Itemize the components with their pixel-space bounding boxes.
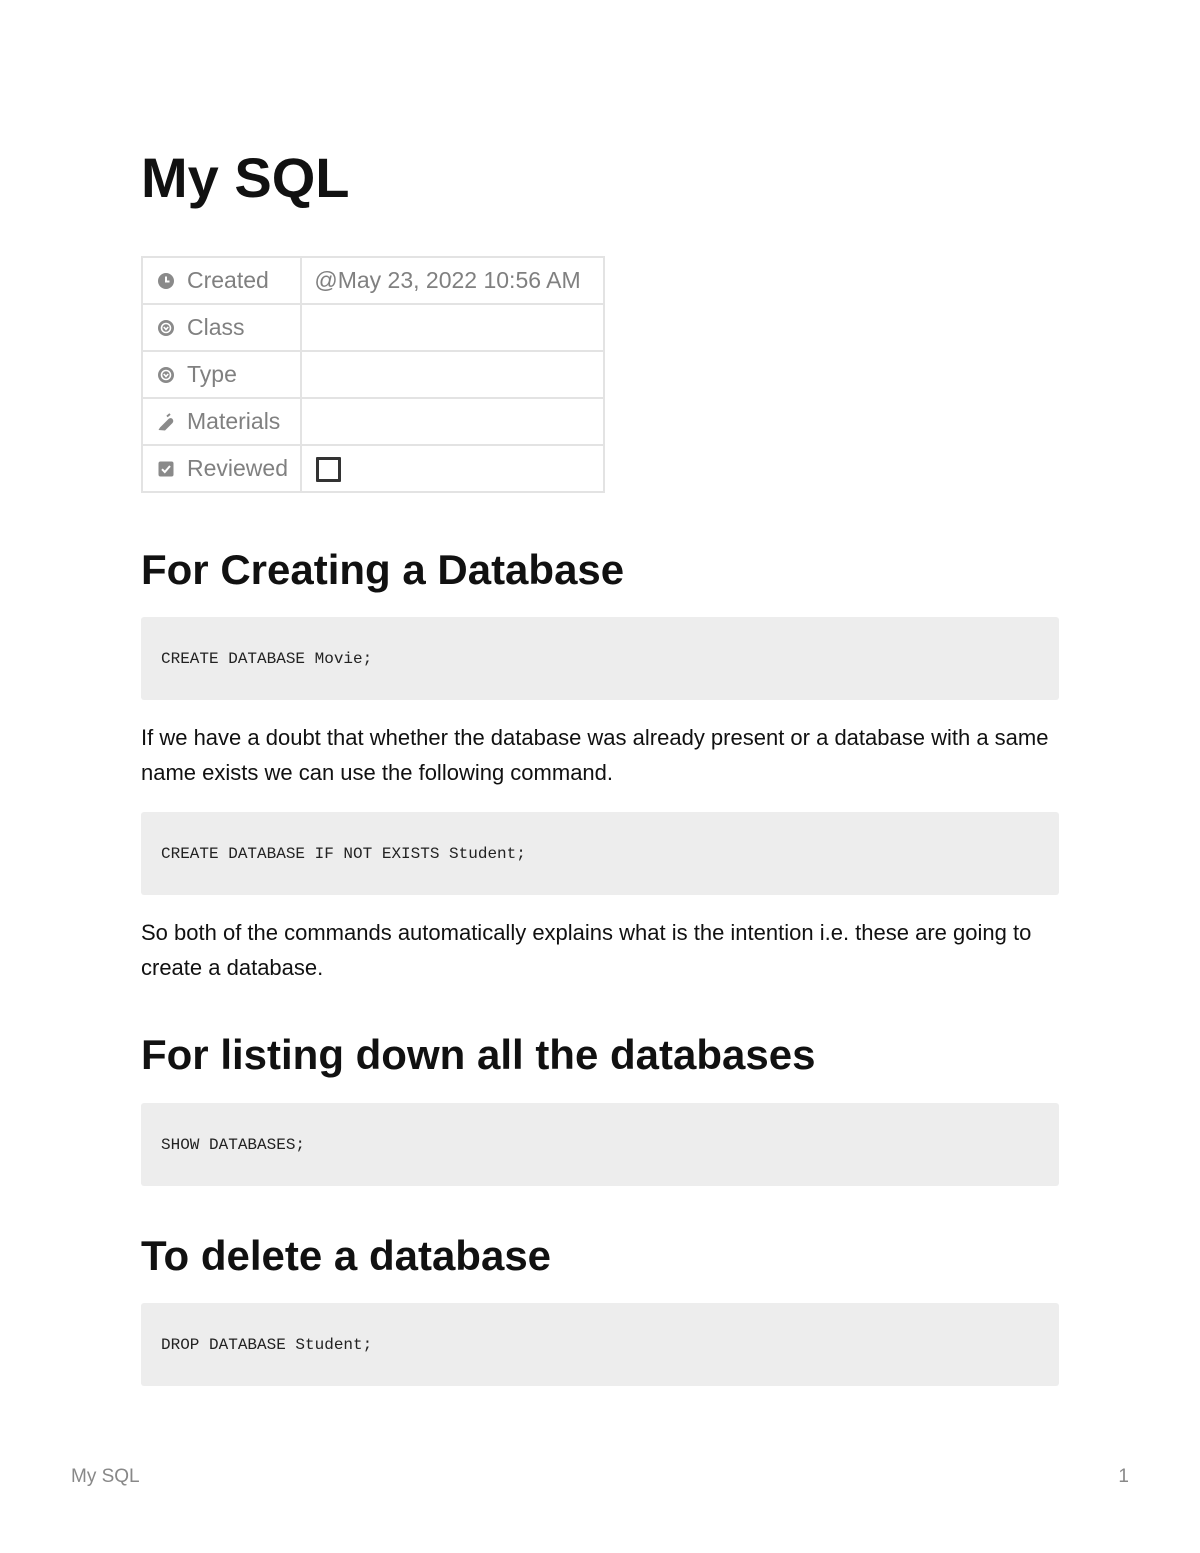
property-row-class — [142, 304, 604, 351]
paragraph: So both of the commands automatically explains what is the intention i.e. these are going to create a database. — [141, 920, 1032, 980]
property-label: Created — [187, 267, 269, 293]
property-value-class[interactable] — [301, 304, 604, 351]
section-heading-listing-databases: For listing down all the databases — [141, 1031, 816, 1078]
checkbox-icon — [156, 459, 176, 479]
code-block: CREATE DATABASE IF NOT EXISTS Student; — [141, 812, 1059, 895]
section-heading-delete-database: To delete a database — [141, 1232, 552, 1279]
code-block: DROP DATABASE Student; — [141, 1303, 1059, 1386]
code-block: CREATE DATABASE Movie; — [141, 617, 1059, 700]
property-row-created — [142, 257, 604, 304]
property-row-reviewed — [142, 445, 604, 492]
page-number: 1 — [1118, 1466, 1129, 1487]
property-value-materials[interactable] — [301, 398, 604, 445]
property-label: Materials — [187, 408, 281, 434]
page-title: My SQL — [141, 146, 350, 209]
property-row-type — [142, 351, 604, 398]
select-icon — [156, 365, 176, 385]
property-value-reviewed — [301, 445, 604, 492]
property-label: Type — [187, 361, 237, 387]
section-heading-creating-database: For Creating a Database — [141, 546, 625, 593]
code-block: SHOW DATABASES; — [141, 1103, 1059, 1186]
footer-title: My SQL — [71, 1466, 140, 1487]
reviewed-checkbox[interactable] — [316, 457, 341, 482]
property-row-materials — [142, 398, 604, 445]
attachment-icon — [156, 412, 176, 432]
properties-table — [141, 256, 605, 493]
property-label: Reviewed — [187, 455, 288, 481]
property-value-type[interactable] — [301, 351, 604, 398]
property-label: Class — [187, 314, 245, 340]
property-value-created[interactable]: @May 23, 2022 10:56 AM — [301, 257, 604, 304]
select-icon — [156, 318, 176, 338]
paragraph: If we have a doubt that whether the database was already present or a database with a same name exists we can use the following command. — [141, 725, 1049, 785]
clock-icon — [156, 271, 176, 291]
